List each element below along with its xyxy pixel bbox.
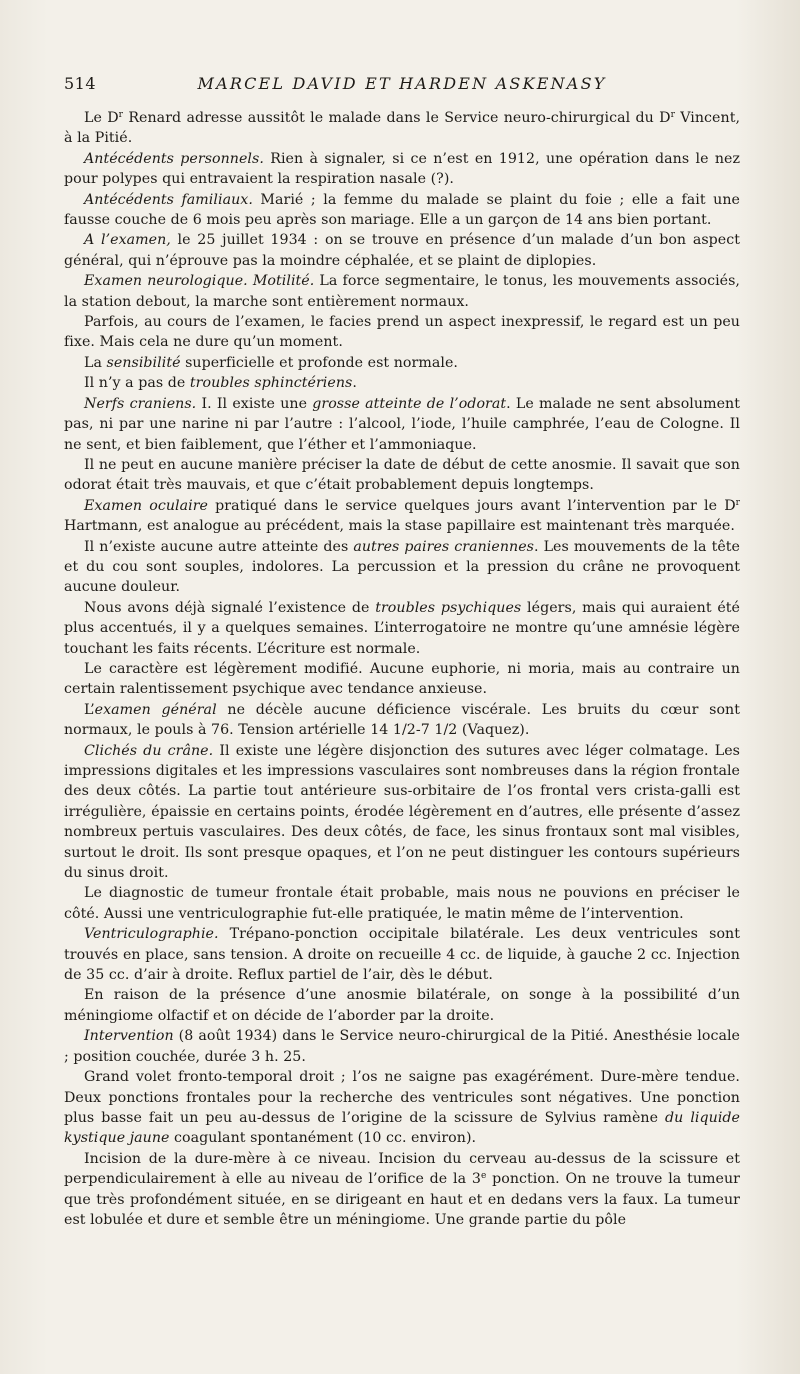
paragraph: Antécédents personnels. Rien à signaler, si ce n’est en 1912, une opération dans le nez pour polypes qui entravaient la respiration nasale (?).	[64, 150, 740, 188]
paragraph: Examen oculaire pratiqué dans le service quelques jours avant l’intervention par le $D^r$ Hartmann, est analogue au précédent, mais la stase papillaire est maintenant très marquée.	[64, 497, 740, 535]
section-heading: Antécédents personnels.	[84, 150, 264, 167]
section-heading: Intervention	[84, 1028, 174, 1045]
paragraph: Nerfs craniens. I. Il existe une grosse atteinte de l’odorat. Le malade ne sent absolument pas, ni par une narine ni par l’autre : l’alcool, l’iode, l’huile camphrée, l’eau de Cologne. Il ne sent, et bien faiblement, que l’éther et l’ammoniaque.	[64, 395, 740, 453]
paragraph: L’examen général ne décèle aucune déficience viscérale. Les bruits du cœur sont normaux, le pouls à 76. Tension artérielle 14 1/2-7 1/2 (Vaquez).	[64, 701, 740, 739]
body-text	[64, 108, 740, 1230]
paragraph: Incision de la dure-mère à ce niveau. Incision du cerveau au-dessus de la scissure et perpendiculairement à elle au niveau de l’orifice de la 3e ponction. On ne trouve la tumeur que très profondément située, en se dirigeant en haut et en dedans vers la faux. La tumeur est lobulée et dure et semble être un méningiome. Une grande partie du pôle	[64, 1150, 740, 1228]
paragraph: Intervention (8 août 1934) dans le Service neuro-chirurgical de la Pitié. Anesthésie locale ; position couchée, durée 3 h. 25.	[64, 1028, 740, 1065]
section-heading: Ventriculographie.	[84, 926, 219, 943]
running-title: MARCEL DAVID ET HARDEN ASKENASY	[197, 74, 607, 93]
paragraph: Clichés du crâne. Il existe une légère disjonction des sutures avec léger colmatage. Les impressions digitales et les impressions vasculaires sont nombreuses dans la région frontale des deux côtés. La partie tout antérieure sus-orbitaire de l’os frontal vers crista-galli est irrégulière, épaissie en certains points, érodée légèrement en d’autres, elle présente d’assez nombreux pertuis vasculaires. Des deux côtés, de face, les sinus frontaux sont mal visibles, surtout le droit. Ils sont presque opaques, et l’on ne peut distinguer les contours supérieurs du sinus droit.	[64, 742, 740, 882]
section-heading: A l’examen,	[84, 232, 171, 249]
paragraph: Examen neurologique. Motilité. La force segmentaire, le tonus, les mouvements associés, la station debout, la marche sont entièrement normaux.	[64, 273, 740, 310]
section-heading: Examen oculaire	[84, 497, 208, 514]
paragraph: A l’examen, le 25 juillet 1934 : on se trouve en présence d’un malade d’un bon aspect général, qui n’éprouve pas la moindre céphalée, et se plaint de diplopies.	[64, 232, 740, 269]
page-header	[64, 74, 740, 98]
page-number: 514	[64, 74, 97, 93]
paragraph: Nous avons déjà signalé l’existence de troubles psychiques légers, mais qui auraient été plus accentués, il y a quelques semaines. L’interrogatoire ne montre qu’une amnésie légère touchant les faits récents. L’écriture est normale.	[64, 599, 740, 657]
section-heading: Nerfs craniens.	[84, 395, 197, 412]
paragraph: Le $D^r$ Renard adresse aussitôt le malade dans le Service neuro-chirurgical du $D^r$ Vincent, à la Pitié.	[64, 110, 741, 147]
section-heading: Antécédents familiaux.	[84, 191, 253, 208]
paragraph: Parfois, au cours de l’examen, le facies prend un aspect inexpressif, le regard est un peu fixe. Mais cela ne dure qu’un moment.	[64, 314, 740, 351]
paragraph: En raison de la présence d’une anosmie bilatérale, on songe à la possibilité d’un méningiome olfactif et on décide de l’aborder par la droite.	[64, 987, 740, 1024]
paragraph: Ventriculographie. Trépano-ponction occipitale bilatérale. Les deux ventricules sont trouvés en place, sans tension. A droite on recueille 4 cc. de liquide, à gauche 2 cc. Injection de 35 cc. d’air à droite. Reflux partiel de l’air, dès le début.	[64, 926, 740, 984]
paragraph: Il ne peut en aucune manière préciser la date de début de cette anosmie. Il savait que son odorat était très mauvais, et que c’était probablement depuis longtemps.	[64, 456, 740, 494]
section-heading: Clichés du crâne.	[84, 742, 214, 759]
section-heading: Examen neurologique. Motilité.	[84, 273, 315, 290]
paragraph: Il n’y a pas de troubles sphinctériens.	[84, 375, 357, 392]
paragraph: Grand volet fronto-temporal droit ; l’os ne saigne pas exagérément. Dure-mère tendue. Deux ponctions frontales pour la recherche des ventricules sont négatives. Une ponction plus basse fait un peu au-dessus de l’origine de la scissure de Sylvius ramène du liquide kystique jaune coagulant spontanément (10 cc. environ).	[64, 1069, 740, 1147]
paragraph: Il n’existe aucune autre atteinte des autres paires craniennes. Les mouvements de la tête et du cou sont souples, indolores. La percussion et la pression du crâne ne provoquent aucune douleur.	[64, 538, 740, 596]
paragraph: La sensibilité superficielle et profonde est normale.	[84, 354, 458, 371]
paragraph: Antécédents familiaux. Marié ; la femme du malade se plaint du foie ; elle a fait une fausse couche de 6 mois peu après son mariage. Elle a un garçon de 14 ans bien portant.	[64, 191, 740, 229]
paragraph: Le caractère est légèrement modifié. Aucune euphorie, ni moria, mais au contraire un certain ralentissement psychique avec tendance anxieuse.	[64, 660, 740, 698]
paragraph: Le diagnostic de tumeur frontale était probable, mais nous ne pouvions en préciser le côté. Aussi une ventriculographie fut-elle pratiquée, le matin même de l’intervention.	[64, 885, 740, 922]
